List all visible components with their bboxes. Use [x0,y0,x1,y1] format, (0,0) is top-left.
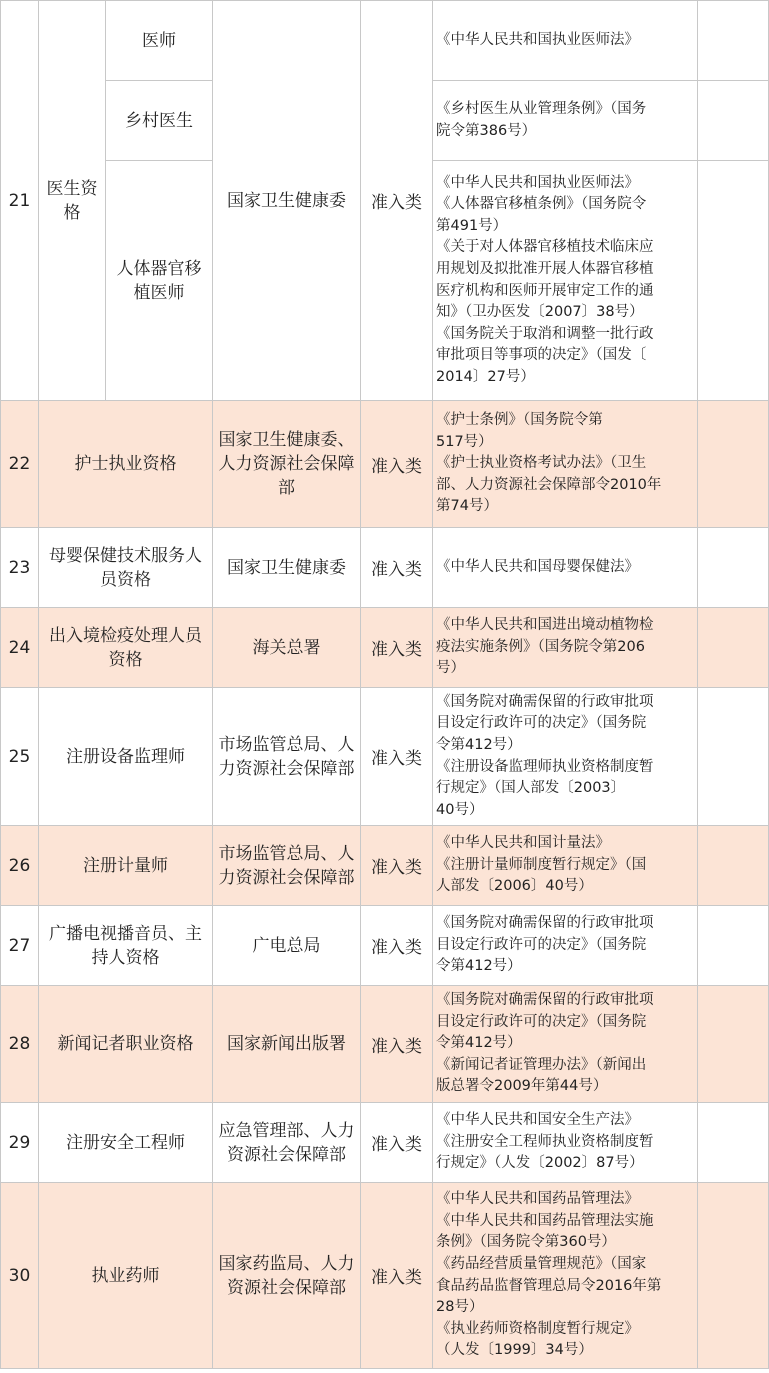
remarks-cell [698,81,769,161]
category: 准入类 [361,608,433,688]
qualification-name: 执业药师 [39,1183,213,1369]
qualification-name: 注册安全工程师 [39,1103,213,1183]
basis-line: 40号） [436,801,484,818]
qualification-name: 护士执业资格 [39,401,213,528]
category: 准入类 [361,688,433,826]
table-row [1,528,769,608]
basis-line: 28号） [436,1299,484,1316]
legal-basis [433,1103,698,1183]
basis-line: 《药品经营质量管理规范》（国家 [436,1255,647,1272]
qualification-name: 新闻记者职业资格 [39,986,213,1103]
basis-line: 令第412号） [436,736,522,753]
basis-line: 第74号） [436,498,498,515]
row-number: 26 [1,826,39,906]
table-row [1,826,769,906]
basis-line: 《中华人民共和国药品管理法》 [436,1191,639,1208]
department: 国家卫生健康委、人力资源社会保障部 [213,401,361,528]
qualification-name: 母婴保健技术服务人员资格 [39,528,213,608]
category: 准入类 [361,1,433,401]
basis-line: 行规定》（国人部发〔2003〕 [436,780,626,797]
basis-line: 第491号） [436,217,508,234]
table-row [1,688,769,826]
basis-line: 目设定行政许可的决定》（国务院 [436,1013,647,1030]
basis-line: 《注册设备监理师执业资格制度暂 [436,758,654,775]
department: 市场监管总局、人力资源社会保障部 [213,688,361,826]
basis-line: 《护士执业资格考试办法》（卫生 [436,455,647,472]
remarks-cell [698,986,769,1103]
remarks-cell [698,528,769,608]
basis-line: 部、人力资源社会保障部令2010年 [436,476,662,493]
category: 准入类 [361,401,433,528]
basis-line: 《中华人民共和国安全生产法》 [436,1112,639,1129]
qualification-group: 医生资格 [39,1,106,401]
table-row [1,986,769,1103]
table-row [1,906,769,986]
row-number: 29 [1,1103,39,1183]
qualification-name: 人体器官移植医师 [106,161,213,401]
row-number: 22 [1,401,39,528]
table-row [1,1103,769,1183]
legal-basis [433,906,698,986]
table-row [1,401,769,528]
remarks-cell [698,688,769,826]
row-number: 21 [1,1,39,401]
legal-basis [433,688,698,826]
basis-line: 《中华人民共和国执业医师法》 [436,174,639,191]
table-row [1,1183,769,1369]
department: 国家新闻出版署 [213,986,361,1103]
basis-line: 行规定》（人发〔2002〕87号） [436,1155,644,1172]
basis-line: 令第412号） [436,958,522,975]
basis-line: 《护士条例》（国务院令第 [436,412,603,429]
row-number: 23 [1,528,39,608]
basis-line: 517号） [436,433,493,450]
basis-line: 《国务院对确需保留的行政审批项 [436,693,654,710]
basis-line: 《注册安全工程师执业资格制度暂 [436,1133,654,1150]
legal-basis [433,528,698,608]
category: 准入类 [361,826,433,906]
basis-line: 《新闻记者证管理办法》（新闻出 [436,1056,647,1073]
remarks-cell [698,401,769,528]
legal-basis [433,986,698,1103]
basis-line: 人部发〔2006〕40号） [436,878,593,895]
remarks-cell [698,161,769,401]
basis-line: 《中华人民共和国药品管理法实施 [436,1212,654,1229]
qualification-name: 出入境检疫处理人员资格 [39,608,213,688]
basis-line: 《人体器官移植条例》（国务院令 [436,196,647,213]
department: 国家药监局、人力资源社会保障部 [213,1183,361,1369]
remarks-cell [698,1183,769,1369]
department: 广电总局 [213,906,361,986]
basis-line: 《国务院对确需保留的行政审批项 [436,915,654,932]
basis-line: 《执业药师资格制度暂行规定》 [436,1320,639,1337]
basis-line: 《中华人民共和国进出境动植物检 [436,617,654,634]
basis-line: 令第412号） [436,1035,522,1052]
category: 准入类 [361,986,433,1103]
basis-line: 用规划及拟批准开展人体器官移植 [436,260,654,277]
row-number: 25 [1,688,39,826]
legal-basis [433,81,698,161]
basis-line: 《乡村医生从业管理条例》（国务 [436,100,647,117]
basis-line: 《国务院关于取消和调整一批行政 [436,325,654,342]
basis-line: 《中华人民共和国计量法》 [436,835,610,852]
basis-line: 目设定行政许可的决定》（国务院 [436,715,647,732]
basis-line: 号） [436,660,465,677]
department: 市场监管总局、人力资源社会保障部 [213,826,361,906]
basis-line: 条例》（国务院令第360号） [436,1234,616,1251]
legal-basis [433,608,698,688]
basis-line: 《注册计量师制度暂行规定》（国 [436,856,647,873]
basis-line: 审批项目等事项的决定》（国发〔 [436,347,647,364]
qualification-name: 注册计量师 [39,826,213,906]
qualification-name: 乡村医生 [106,81,213,161]
legal-basis [433,1,698,81]
basis-line: 医疗机构和医师开展审定工作的通 [436,282,654,299]
basis-line: 2014〕27号） [436,368,535,385]
category: 准入类 [361,906,433,986]
category: 准入类 [361,1103,433,1183]
table-row [1,608,769,688]
basis-line: 《中华人民共和国母婴保健法》 [436,558,639,575]
department: 应急管理部、人力资源社会保障部 [213,1103,361,1183]
basis-line: 疫法实施条例》（国务院令第206 [436,638,645,655]
basis-line: 版总署令2009年第44号） [436,1078,608,1095]
basis-line: （人发〔1999〕34号） [436,1342,593,1359]
row-number: 24 [1,608,39,688]
remarks-cell [698,608,769,688]
category: 准入类 [361,528,433,608]
remarks-cell [698,826,769,906]
basis-line: 知》（卫办医发〔2007〕38号） [436,304,644,321]
legal-basis [433,826,698,906]
department: 国家卫生健康委 [213,1,361,401]
row-number: 28 [1,986,39,1103]
row-number: 27 [1,906,39,986]
basis-line: 《关于对人体器官移植技术临床应 [436,239,654,256]
department: 国家卫生健康委 [213,528,361,608]
basis-line: 目设定行政许可的决定》（国务院 [436,936,647,953]
legal-basis [433,161,698,401]
table-row [1,1,769,81]
legal-basis [433,1183,698,1369]
remarks-cell [698,1103,769,1183]
qualification-name: 医师 [106,1,213,81]
row-number: 30 [1,1183,39,1369]
remarks-cell [698,906,769,986]
category: 准入类 [361,1183,433,1369]
legal-basis [433,401,698,528]
basis-line: 院令第386号） [436,122,537,139]
remarks-cell [698,1,769,81]
basis-line: 食品药品监督管理总局令2016年第 [436,1277,662,1294]
basis-line: 《国务院对确需保留的行政审批项 [436,992,654,1009]
qualification-name: 广播电视播音员、主持人资格 [39,906,213,986]
qualification-name: 注册设备监理师 [39,688,213,826]
department: 海关总署 [213,608,361,688]
basis-line: 《中华人民共和国执业医师法》 [436,31,639,48]
